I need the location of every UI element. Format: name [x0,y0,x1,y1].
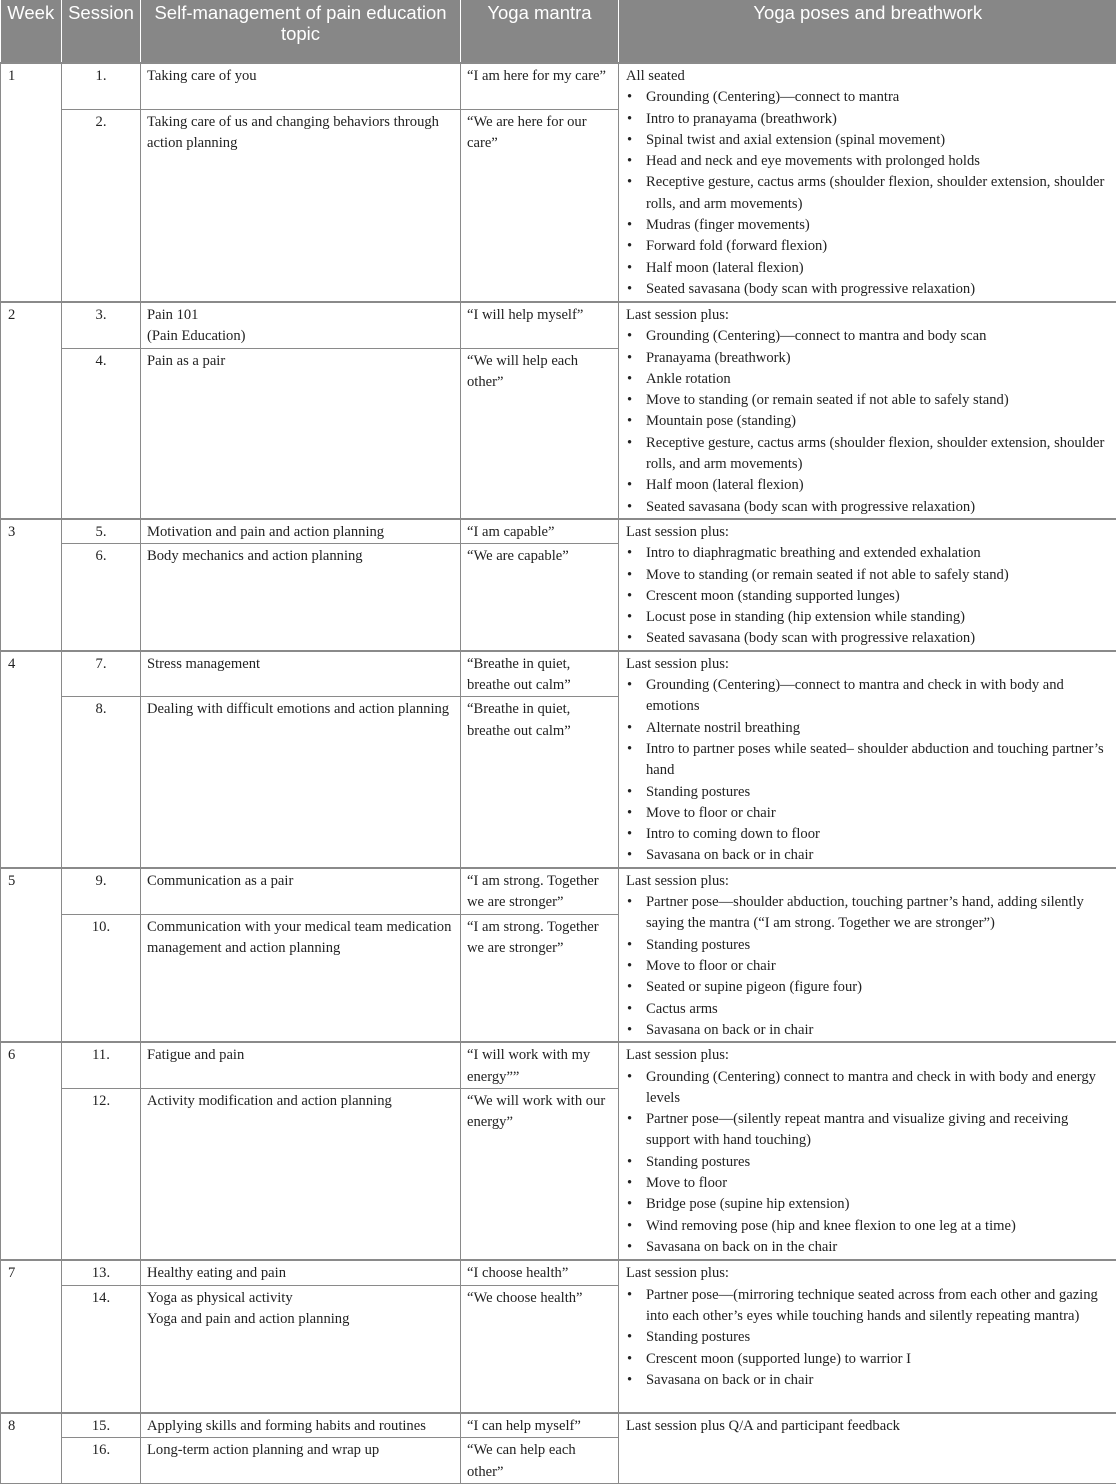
session-number: 15. [62,1413,141,1438]
table-row [1,63,1116,109]
session-number: 16. [62,1438,141,1484]
poses-intro: Last session plus: [626,654,1112,675]
yoga-mantra: “We are capable” [461,544,619,651]
yoga-mantra: “I will work with my energy”” [461,1042,619,1088]
education-topic: Pain 101 (Pain Education) [141,302,461,348]
education-topic: Pain as a pair [141,348,461,519]
pose-item: • Bridge pose (supine hip extension) [626,1194,1112,1215]
education-topic: Applying skills and forming habits and routines [141,1413,461,1438]
pose-item: • Forward fold (forward flexion) [626,236,1112,257]
session-number: 6. [62,544,141,651]
week-number: 4 [1,651,62,868]
poses-intro: All seated [626,66,1112,87]
week-number: 1 [1,63,62,302]
table-row [1,651,1116,697]
pose-item: • Standing postures [626,1152,1112,1173]
pose-item: • Spinal twist and axial extension (spinal movement) [626,130,1112,151]
education-topic: Long-term action planning and wrap up [141,1438,461,1484]
yoga-mantra: “Breathe in quiet, breathe out calm” [461,651,619,697]
pose-item: • Seated savasana (body scan with progressive relaxation) [626,628,1112,649]
pose-item: • Locust pose in standing (hip extension while standing) [626,607,1112,628]
header-topic: Self-management of pain education topic [141,0,461,63]
poses-cell [619,519,1116,651]
yoga-mantra: “I am strong. Together we are stronger” [461,914,619,1042]
pose-item: • Receptive gesture, cactus arms (shoulder flexion, shoulder extension, shoulder rolls, and arm movements) [626,172,1112,215]
education-topic: Communication with your medical team medication management and action planning [141,914,461,1042]
session-number: 9. [62,868,141,914]
header-session: Session [62,0,141,63]
session-number: 2. [62,109,141,302]
pose-item: • Half moon (lateral flexion) [626,258,1112,279]
session-number: 14. [62,1285,141,1413]
pose-item: • Savasana on back or in chair [626,1370,1112,1391]
education-topic: Activity modification and action planning [141,1088,461,1260]
poses-list [626,892,1112,1041]
pose-item: • Intro to diaphragmatic breathing and extended exhalation [626,543,1112,564]
education-topic: Yoga as physical activity Yoga and pain and action planning [141,1285,461,1413]
education-topic: Motivation and pain and action planning [141,519,461,544]
yoga-mantra: “I am capable” [461,519,619,544]
education-topic: Fatigue and pain [141,1042,461,1088]
pose-item: • Move to floor or chair [626,803,1112,824]
pose-item: • Intro to pranayama (breathwork) [626,109,1112,130]
pose-item: • Receptive gesture, cactus arms (shoulder flexion, shoulder extension, shoulder rolls, and arm movements) [626,433,1112,476]
poses-list [626,543,1112,649]
table-body [1,63,1116,1484]
week-number: 7 [1,1260,62,1413]
session-number: 5. [62,519,141,544]
yoga-mantra: “We will work with our energy” [461,1088,619,1260]
pose-item: • Standing postures [626,935,1112,956]
poses-list [626,1285,1112,1391]
pose-item: • Move to floor [626,1173,1112,1194]
session-number: 11. [62,1042,141,1088]
yoga-mantra: “I am here for my care” [461,63,619,109]
pose-item: • Intro to partner poses while seated– shoulder abduction and touching partner’s hand [626,739,1112,782]
poses-intro: Last session plus: [626,1045,1112,1066]
education-topic: Dealing with difficult emotions and action planning [141,697,461,868]
pose-item: • Head and neck and eye movements with prolonged holds [626,151,1112,172]
education-topic: Healthy eating and pain [141,1260,461,1285]
poses-intro: Last session plus: [626,871,1112,892]
pose-item: • Seated or supine pigeon (figure four) [626,977,1112,998]
session-number: 7. [62,651,141,697]
table-row [1,302,1116,348]
table-row [1,868,1116,914]
pose-item: • Standing postures [626,782,1112,803]
session-number: 10. [62,914,141,1042]
education-topic: Stress management [141,651,461,697]
poses-cell [619,63,1116,302]
pose-item: • Grounding (Centering)—connect to mantra [626,87,1112,108]
header-mantra: Yoga mantra [461,0,619,63]
poses-intro: Last session plus: [626,305,1112,326]
pose-item: • Standing postures [626,1327,1112,1348]
header-week: Week [1,0,62,63]
yoga-mantra: “We can help each other” [461,1438,619,1484]
header-row [1,0,1116,63]
yoga-mantra: “We will help each other” [461,348,619,519]
pose-item: • Wind removing pose (hip and knee flexion to one leg at a time) [626,1216,1112,1237]
pose-item: • Mudras (finger movements) [626,215,1112,236]
pose-item: • Grounding (Centering)—connect to mantra and body scan [626,326,1112,347]
yoga-mantra: “We are here for our care” [461,109,619,302]
poses-cell [619,651,1116,868]
yoga-mantra: “I am strong. Together we are stronger” [461,868,619,914]
table-row [1,1413,1116,1438]
poses-cell [619,302,1116,519]
education-topic: Communication as a pair [141,868,461,914]
pose-item: • Cactus arms [626,999,1112,1020]
pose-item: • Half moon (lateral flexion) [626,475,1112,496]
pose-item: • Move to standing (or remain seated if not able to safely stand) [626,390,1112,411]
week-number: 5 [1,868,62,1042]
poses-list [626,87,1112,300]
poses-cell [619,1413,1116,1484]
session-number: 1. [62,63,141,109]
poses-list [626,1067,1112,1259]
table-row [1,1042,1116,1088]
poses-intro: Last session plus: [626,1263,1112,1284]
yoga-mantra: “I choose health” [461,1260,619,1285]
education-topic: Body mechanics and action planning [141,544,461,651]
pose-item: • Partner pose—(mirroring technique seated across from each other and gazing into each other’s eyes while touching hands and silently repeating mantra) [626,1285,1112,1328]
pose-item: • Grounding (Centering)—connect to mantra and check in with body and emotions [626,675,1112,718]
poses-list [626,675,1112,867]
education-topic: Taking care of us and changing behaviors through action planning [141,109,461,302]
poses-list [626,326,1112,518]
pose-item: • Crescent moon (supported lunge) to warrior I [626,1349,1112,1370]
table-row [1,1260,1116,1285]
yoga-mantra: “I will help myself” [461,302,619,348]
pose-item: • Savasana on back or in chair [626,845,1112,866]
poses-cell [619,1042,1116,1260]
pose-item: • Alternate nostril breathing [626,718,1112,739]
poses-intro: Last session plus Q/A and participant feedback [626,1416,1112,1437]
pose-item: • Intro to coming down to floor [626,824,1112,845]
pose-item: • Partner pose—(silently repeat mantra and visualize giving and receiving support with hand touching) [626,1109,1112,1152]
session-number: 4. [62,348,141,519]
pose-item: • Savasana on back or in chair [626,1020,1112,1041]
pose-item: • Seated savasana (body scan with progressive relaxation) [626,279,1112,300]
week-number: 6 [1,1042,62,1260]
pose-item: • Crescent moon (standing supported lunges) [626,586,1112,607]
poses-cell [619,868,1116,1042]
poses-cell [619,1260,1116,1413]
yoga-mantra: “We choose health” [461,1285,619,1413]
pose-item: • Ankle rotation [626,369,1112,390]
session-number: 8. [62,697,141,868]
pose-item: • Grounding (Centering) connect to mantra and check in with body and energy levels [626,1067,1112,1110]
week-number: 2 [1,302,62,519]
pose-item: • Savasana on back on in the chair [626,1237,1112,1258]
pose-item: • Partner pose—shoulder abduction, touching partner’s hand, adding silently saying the mantra (“I am strong. Together we are stronger”) [626,892,1112,935]
poses-intro: Last session plus: [626,522,1112,543]
header-poses: Yoga poses and breathwork [619,0,1116,63]
pose-item: • Move to floor or chair [626,956,1112,977]
pose-item: • Pranayama (breathwork) [626,348,1112,369]
pose-item: • Mountain pose (standing) [626,411,1112,432]
yoga-mantra: “I can help myself” [461,1413,619,1438]
session-number: 3. [62,302,141,348]
table-row [1,519,1116,544]
week-number: 8 [1,1413,62,1484]
pose-item: • Move to standing (or remain seated if not able to safely stand) [626,565,1112,586]
pose-item: • Seated savasana (body scan with progressive relaxation) [626,497,1112,518]
week-number: 3 [1,519,62,651]
session-number: 12. [62,1088,141,1260]
session-number: 13. [62,1260,141,1285]
education-topic: Taking care of you [141,63,461,109]
yoga-mantra: “Breathe in quiet, breathe out calm” [461,697,619,868]
